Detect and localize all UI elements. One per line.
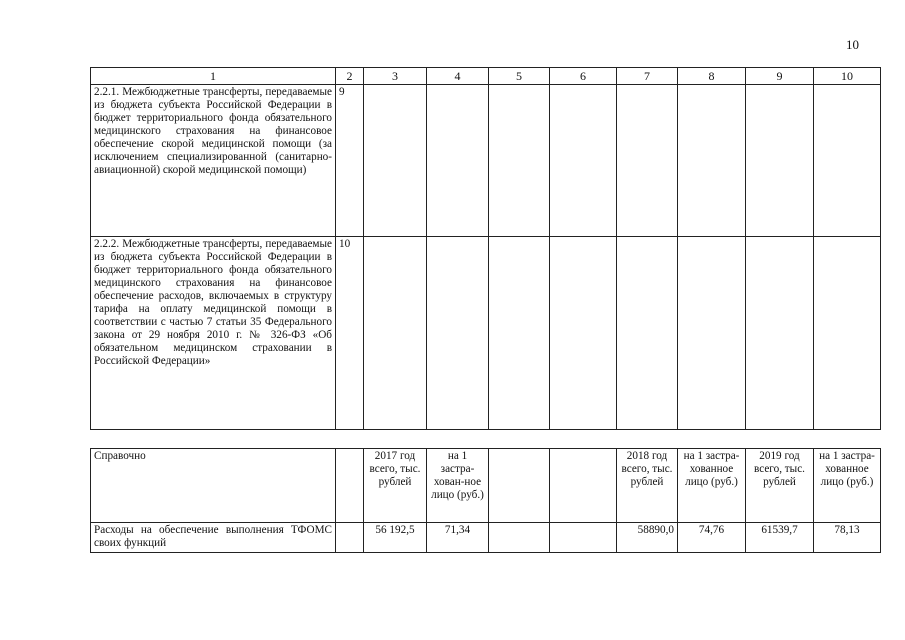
column-number: 2 bbox=[336, 68, 364, 85]
empty-cell bbox=[617, 85, 678, 237]
empty-cell bbox=[489, 85, 550, 237]
column-number: 8 bbox=[678, 68, 746, 85]
table-row bbox=[91, 237, 881, 430]
empty-cell bbox=[336, 523, 364, 553]
page-number: 10 bbox=[846, 37, 859, 52]
empty-cell bbox=[550, 237, 617, 430]
empty-cell bbox=[617, 237, 678, 430]
main-table bbox=[90, 67, 881, 430]
empty-cell bbox=[364, 85, 427, 237]
empty-cell bbox=[489, 523, 550, 553]
row-line-number: 9 bbox=[336, 85, 364, 237]
row-description: 2.2.1. Межбюджетные трансферты, передаваемые из бюджета субъекта Российской Федерации в бюджет территориального фонда обязательного медицинского страхования на финансовое обеспечение скорой медицинской помощи (за исключением специализированной (санитарно-авиационной) скорой медицинской помощи) bbox=[91, 85, 336, 237]
empty-cell bbox=[746, 237, 814, 430]
column-number: 4 bbox=[427, 68, 489, 85]
column-number: 9 bbox=[746, 68, 814, 85]
empty-cell bbox=[550, 523, 617, 553]
reference-data-row bbox=[91, 523, 881, 553]
column-number: 1 bbox=[91, 68, 336, 85]
empty-cell bbox=[364, 237, 427, 430]
empty-cell bbox=[814, 85, 881, 237]
empty-cell bbox=[427, 237, 489, 430]
value-2018-total: 58890,0 bbox=[617, 523, 678, 553]
column-number: 6 bbox=[550, 68, 617, 85]
table-row bbox=[91, 85, 881, 237]
header-2018-per-person: на 1 застра-хованное лицо (руб.) bbox=[678, 449, 746, 523]
empty-cell bbox=[678, 85, 746, 237]
column-number: 10 bbox=[814, 68, 881, 85]
reference-label: Справочно bbox=[91, 449, 336, 523]
empty-cell bbox=[427, 85, 489, 237]
reference-header-row bbox=[91, 449, 881, 523]
column-number: 5 bbox=[489, 68, 550, 85]
empty-cell bbox=[678, 237, 746, 430]
header-2017-total: 2017 год всего, тыс. рублей bbox=[364, 449, 427, 523]
value-2018-per-person: 74,76 bbox=[678, 523, 746, 553]
empty-cell bbox=[336, 449, 364, 523]
empty-cell bbox=[550, 85, 617, 237]
empty-cell bbox=[550, 449, 617, 523]
empty-cell bbox=[746, 85, 814, 237]
column-number: 3 bbox=[364, 68, 427, 85]
header-2019-total: 2019 год всего, тыс. рублей bbox=[746, 449, 814, 523]
empty-cell bbox=[814, 237, 881, 430]
value-2017-total: 56 192,5 bbox=[364, 523, 427, 553]
row-description: 2.2.2. Межбюджетные трансферты, передаваемые из бюджета субъекта Российской Федерации в бюджет территориального фонда обязательного медицинского страхования на финансовое обеспечение расходов, включаемых в структуру тарифа на оплату медицинской помощи в соответствии с частью 7 статьи 35 Федерального закона от 29 ноября 2010 г. № 326-ФЗ «Об обязательном медицинском страховании в Российской Федерации» bbox=[91, 237, 336, 430]
value-2017-per-person: 71,34 bbox=[427, 523, 489, 553]
column-number: 7 bbox=[617, 68, 678, 85]
empty-cell bbox=[489, 449, 550, 523]
reference-table bbox=[90, 448, 881, 553]
value-2019-total: 61539,7 bbox=[746, 523, 814, 553]
expense-label: Расходы на обеспечение выполнения ТФОМС своих функций bbox=[91, 523, 336, 553]
header-2019-per-person: на 1 застра-хованное лицо (руб.) bbox=[814, 449, 881, 523]
row-line-number: 10 bbox=[336, 237, 364, 430]
column-number-row bbox=[91, 68, 881, 85]
empty-cell bbox=[489, 237, 550, 430]
header-2017-per-person: на 1 застра-хован-ное лицо (руб.) bbox=[427, 449, 489, 523]
header-2018-total: 2018 год всего, тыс. рублей bbox=[617, 449, 678, 523]
value-2019-per-person: 78,13 bbox=[814, 523, 881, 553]
